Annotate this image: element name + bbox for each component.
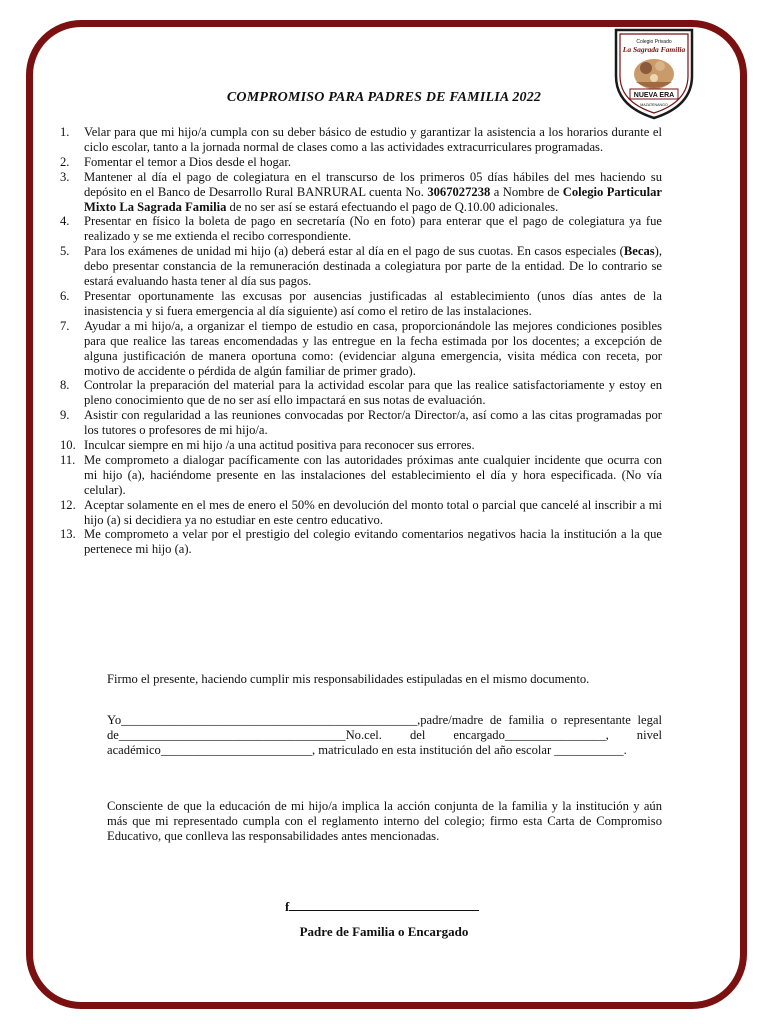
signature-label	[0, 924, 768, 940]
item-text: a Nombre de	[490, 184, 563, 199]
school-logo	[608, 24, 700, 122]
item-number: 9.	[60, 408, 70, 423]
list-item	[60, 378, 662, 408]
item-text: Ayudar a mi hijo/a, a organizar el tiempo de estudio en casa, proporcionándole las mejores condiciones posibles para que realice las tareas encomendadas y las entregue en la fecha estimada por los docentes; a excepción de alguna justificación de manera oportuna como: (evidenciar alguna emergencia, visita médica con receta, por motivo de accidente o pérdida de algún familiar de primer grado).	[84, 318, 662, 378]
logo-bottom-text: MAZATENANGO	[640, 103, 668, 107]
logo-top-text: Colegio Privado	[636, 39, 672, 45]
item-text: Inculcar siempre en mi hijo /a una actitud positiva para reconocer sus errores.	[84, 438, 475, 453]
parent-info-form: Yo_______________________________________________,padre/madre de familia o representante legal de____________________________________No.cel. del encargado________________, nivel académico________________________, matriculado en esta institución del año escolar ___________.	[107, 713, 662, 757]
item-text: de no ser así se estará efectuando el pago de Q.10.00 adicionales.	[226, 199, 559, 214]
item-text: Velar para que mi hijo/a cumpla con su deber básico de estudio y garantizar la asistencia a los horarios durante el ciclo escolar, tanto a la jornada normal de clases como a las actividades extracurriculares programadas.	[84, 125, 662, 154]
item-bold-text: Becas	[623, 244, 655, 259]
item-text: Presentar en físico la boleta de pago en secretaría (No en foto) para enterar que el pago de colegiatura ya fue realizado y se me extienda el recibo correspondiente.	[84, 214, 662, 244]
item-number: 4.	[60, 214, 70, 229]
list-item	[60, 497, 662, 528]
signature-prefix: f	[285, 899, 290, 914]
list-item	[60, 452, 662, 498]
logo-name: La Sagrada Familia	[622, 45, 686, 54]
item-text: Me comprometo a dialogar pacíficamente con las autoridades próximas ante cualquier incidente que ocurra con mi hijo (a), haciéndome presente en las instalaciones del establecimiento el día y hora especificada. (No vía celular).	[84, 452, 662, 497]
item-number: 2.	[60, 154, 70, 169]
list-item	[60, 527, 662, 557]
document-title: COMPROMISO PARA PADRES DE FAMILIA 2022	[226, 90, 542, 105]
item-bold-text: Colegio Particular Mixto La Sagrada Familia	[84, 184, 662, 214]
item-number: 5.	[60, 244, 70, 259]
signature-line	[285, 898, 479, 915]
list-item	[60, 288, 662, 319]
list-item	[60, 438, 662, 453]
item-bold-text: 3067027238	[427, 184, 491, 199]
item-number: 6.	[60, 288, 70, 303]
list-item	[60, 214, 662, 244]
signature-label-text: Padre de Familia o Encargado	[299, 924, 469, 939]
item-text: ), debo presentar constancia de la remuneración destinada a colegiatura por parte de la entidad. De lo contrario se estará evaluando hasta tener al día sus pagos.	[84, 244, 662, 289]
signature-blank	[289, 898, 479, 911]
list-item	[60, 125, 662, 155]
item-number: 10.	[60, 438, 76, 453]
item-text: Asistir con regularidad a las reuniones convocadas por Rector/a Director/a, así como a las citas programadas por los tutores o profesores de mi hijo/a.	[84, 408, 662, 438]
item-number: 7.	[60, 318, 70, 333]
item-text: Para los exámenes de unidad mi hijo (a) deberá estar al día en el pago de sus cuotas. En casos especiales (	[84, 244, 624, 259]
item-text: Me comprometo a velar por el prestigio del colegio evitando comentarios negativos hacia la institución a la que pertenece mi hijo (a).	[84, 527, 662, 557]
item-text: Controlar la preparación del material para la actividad escolar para que las realice satisfactoriamente y estoy en pleno conocimiento que de no ser así ello impactará en sus notas de evaluación.	[84, 378, 662, 408]
item-text: Mantener al día el pago de colegiatura en el transcurso de los primeros 05 días hábiles del mes haciendo su depósito en el Banco de Desarrollo Rural BANRURAL cuenta No.	[84, 169, 662, 199]
closing-paragraph: Firmo el presente, haciendo cumplir mis responsabilidades estipuladas en el mismo documento.	[107, 672, 590, 686]
item-text: Fomentar el temor a Dios desde el hogar.	[84, 154, 292, 169]
item-text: Presentar oportunamente las excusas por ausencias justificadas al establecimiento (unos días antes de la inasistencia y si fuera emergencia al día siguiente) así como el retiro de las instalaciones.	[84, 288, 662, 318]
item-number: 3.	[60, 169, 70, 184]
logo-ribbon: NUEVA ERA	[633, 92, 675, 99]
commitments-list	[60, 125, 662, 557]
list-item	[60, 318, 662, 379]
list-item	[60, 244, 662, 289]
item-number: 1.	[60, 125, 70, 139]
item-number: 12.	[60, 497, 76, 512]
item-number: 13.	[60, 527, 76, 542]
list-item	[60, 154, 662, 170]
list-item	[60, 169, 662, 215]
consent-paragraph: Consciente de que la educación de mi hijo/a implica la acción conjunta de la familia y la institución y aún más que mi representado cumpla con el reglamento interno del colegio; firmo esta Carta de Compromiso Educativo, que conlleva las responsabilidades antes mencionadas.	[107, 799, 662, 843]
item-text: Aceptar solamente en el mes de enero el 50% en devolución del monto total o parcial que cancelé al inscribir a mi hijo (a) si decidiera ya no estudiar en este centro educativo.	[84, 497, 662, 527]
item-number: 11.	[60, 452, 76, 467]
list-item	[60, 408, 662, 438]
item-number: 8.	[60, 378, 70, 393]
